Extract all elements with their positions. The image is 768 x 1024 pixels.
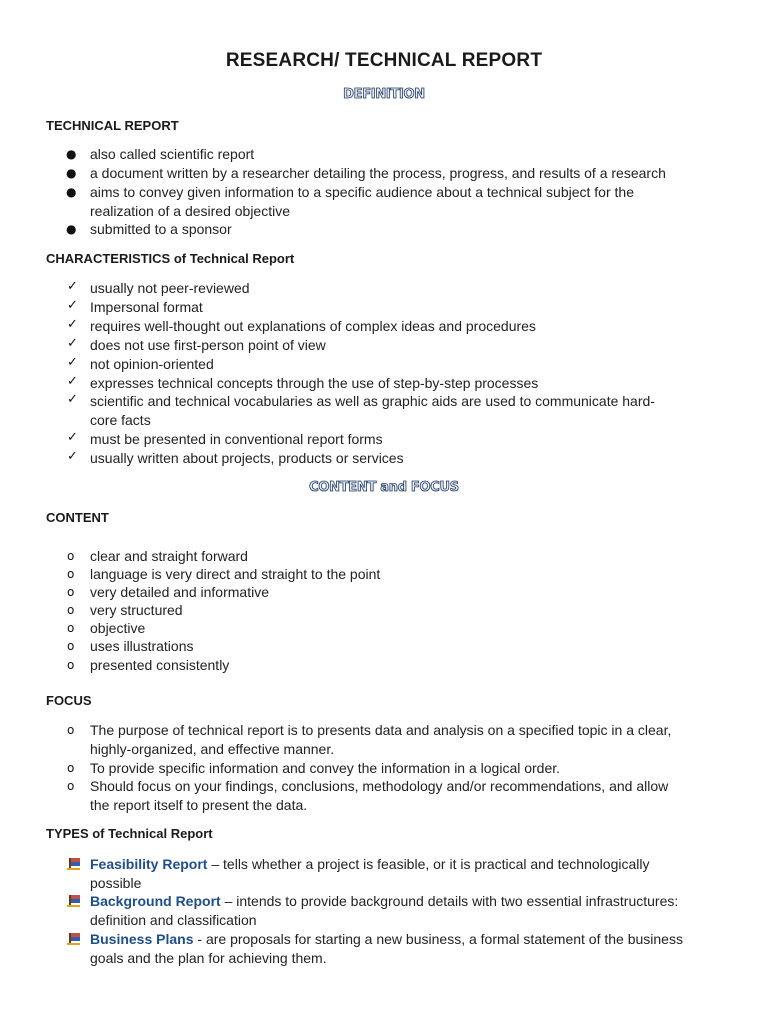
type-item-continued: goals and the plan for achieving them. — [90, 950, 327, 966]
content-item: uses illustrations — [90, 638, 194, 654]
type-name: Feasibility Report — [90, 856, 208, 872]
circle-bullet-icon: o — [67, 723, 75, 737]
bullet-icon: ● — [66, 222, 77, 236]
bullet-icon: ● — [66, 185, 77, 199]
content-item: language is very direct and straight to the point — [90, 566, 381, 582]
circle-bullet-icon: o — [67, 621, 75, 635]
definition-item: aims to convey given information to a specific audience about a technical subject for the — [90, 184, 634, 200]
focus-item-continued: highly-organized, and effective manner. — [90, 741, 335, 757]
focus-item: The purpose of technical report is to presents data and analysis on a specified topic in a clear, — [90, 722, 672, 738]
characteristic-item: not opinion-oriented — [90, 356, 214, 372]
type-item — [90, 856, 649, 872]
check-icon: ✓ — [67, 355, 78, 370]
type-item — [90, 931, 683, 947]
content-item: very structured — [90, 602, 183, 618]
circle-bullet-icon: o — [67, 639, 75, 653]
flag-bullet-icon — [67, 894, 82, 908]
content-heading: CONTENT — [46, 510, 109, 525]
definition-item: a document written by a researcher detailing the process, progress, and results of a research — [90, 165, 666, 181]
circle-bullet-icon: o — [67, 567, 75, 581]
check-icon: ✓ — [67, 374, 78, 389]
circle-bullet-icon: o — [67, 658, 75, 672]
circle-bullet-icon: o — [67, 761, 75, 775]
check-icon: ✓ — [67, 298, 78, 313]
characteristic-item: Impersonal format — [90, 299, 203, 315]
definition-item: submitted to a sponsor — [90, 221, 232, 237]
characteristic-item: usually not peer-reviewed — [90, 280, 250, 296]
circle-bullet-icon: o — [67, 549, 75, 563]
focus-heading: FOCUS — [46, 693, 92, 708]
characteristic-item: does not use first-person point of view — [90, 337, 326, 353]
content-item: objective — [90, 620, 146, 636]
flag-bullet-icon — [67, 857, 82, 871]
flag-bullet-icon — [67, 932, 82, 946]
content-item: very detailed and informative — [90, 584, 269, 600]
check-icon: ✓ — [67, 392, 78, 407]
characteristic-item: usually written about projects, products or services — [90, 450, 404, 466]
content-item: presented consistently — [90, 657, 230, 673]
bullet-icon: ● — [66, 166, 77, 180]
page-title: RESEARCH/ TECHNICAL REPORT — [225, 50, 543, 71]
type-item-continued: possible — [90, 875, 142, 891]
check-icon: ✓ — [67, 317, 78, 332]
focus-item: To provide specific information and convey the information in a logical order. — [90, 760, 561, 776]
circle-bullet-icon: o — [67, 585, 75, 599]
bullet-icon: ● — [66, 147, 77, 161]
type-name: Background Report — [90, 893, 221, 909]
definition-heading: DEFINITION — [343, 87, 425, 102]
type-item — [90, 893, 678, 909]
definition-item-continued: realization of a desired objective — [90, 203, 291, 219]
circle-bullet-icon: o — [67, 603, 75, 617]
focus-item: Should focus on your findings, conclusions, methodology and/or recommendations, and allow — [90, 778, 669, 794]
type-item-continued: definition and classification — [90, 912, 257, 928]
characteristic-item-continued: core facts — [90, 412, 151, 428]
check-icon: ✓ — [67, 279, 78, 294]
definition-item: also called scientific report — [90, 146, 255, 162]
characteristic-item: expresses technical concepts through the use of step-by-step processes — [90, 375, 539, 391]
types-heading: TYPES of Technical Report — [46, 826, 213, 841]
characteristic-item: scientific and technical vocabularies as well as graphic aids are used to communicate hard- — [90, 393, 655, 409]
characteristic-item: requires well-thought out explanations of complex ideas and procedures — [90, 318, 536, 334]
characteristic-item: must be presented in conventional report forms — [90, 431, 383, 447]
content-item: clear and straight forward — [90, 548, 248, 564]
characteristics-heading: CHARACTERISTICS of Technical Report — [46, 251, 295, 266]
content-focus-heading: CONTENT and FOCUS — [309, 480, 459, 495]
focus-item-continued: the report itself to present the data. — [90, 797, 308, 813]
circle-bullet-icon: o — [67, 779, 75, 793]
type-description: – intends to provide background details with two essential infrastructures: — [220, 893, 679, 909]
technical-report-heading: TECHNICAL REPORT — [46, 118, 179, 133]
check-icon: ✓ — [67, 449, 78, 464]
type-description: – tells whether a project is feasible, or it is practical and technologically — [207, 856, 650, 872]
check-icon: ✓ — [67, 430, 78, 445]
type-description: - are proposals for starting a new business, a formal statement of the business — [193, 931, 683, 947]
type-name: Business Plans — [90, 931, 194, 947]
check-icon: ✓ — [67, 336, 78, 351]
